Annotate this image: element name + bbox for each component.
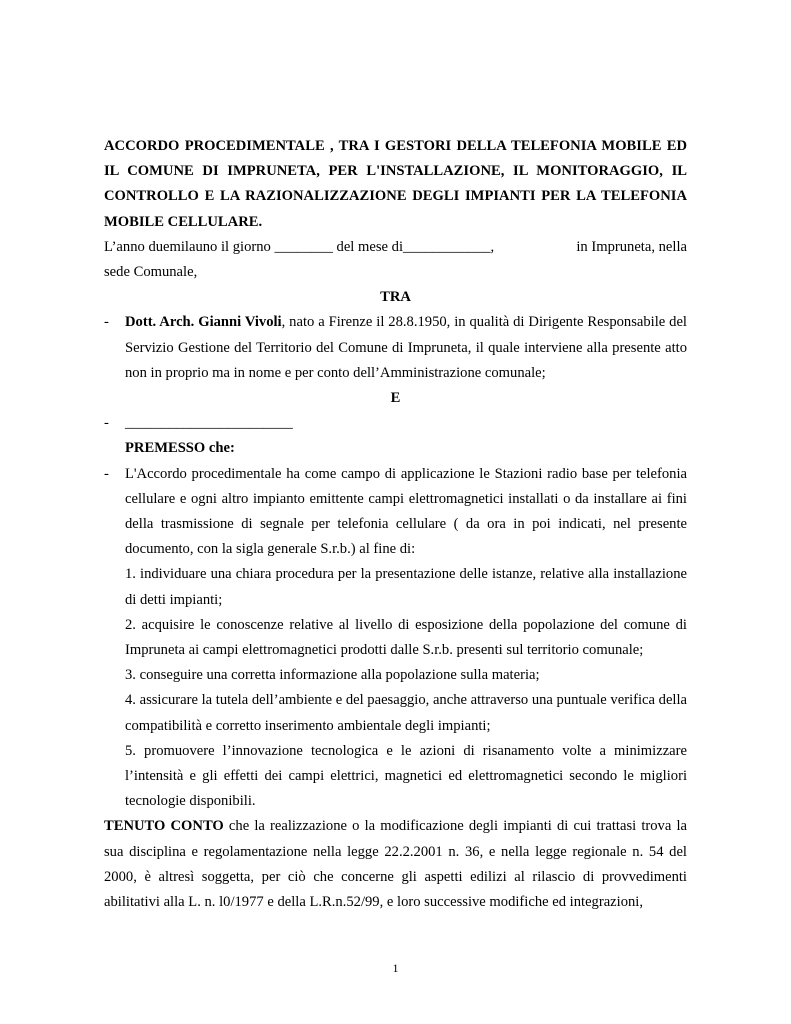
aim-item-4: 4. assicurare la tutela dell’ambiente e del paesaggio, anche attraverso una puntuale verifica della compatibilità e corretto inserimento ambientale degli impianti;	[125, 692, 688, 734]
title-line-3: CONTROLLO E LA RAZIONALIZZAZIONE DEGLI IMPIANTI PER LA TELEFONIA	[104, 188, 687, 205]
intro-date-text: L’anno duemilauno il giorno ________ del mese di____________,	[104, 238, 495, 255]
party-2-dash: -	[104, 415, 109, 432]
party-1-name: Dott. Arch. Gianni Vivoli	[125, 314, 282, 331]
tra-heading: TRA	[380, 289, 411, 306]
party-1-item	[104, 310, 687, 386]
intro-line-2: sede Comunale,	[104, 264, 198, 281]
premesso-dash: -	[104, 465, 109, 482]
title-line-2: IL COMUNE DI IMPRUNETA, PER L'INSTALLAZIONE, IL MONITORAGGIO, IL	[104, 163, 687, 180]
page-number: 1	[392, 961, 399, 975]
premesso-heading: PREMESSO che:	[125, 440, 235, 457]
party-1-dash: -	[104, 314, 109, 331]
aim-item-2: 2. acquisire le conoscenze relative al livello di esposizione della popolazione del comune di Impruneta ai campi elettromagnetici prodotti dalle S.r.b. presenti sul territorio comunale;	[125, 616, 687, 659]
document-body	[104, 134, 687, 915]
intro-place-text: in Impruneta, nella	[576, 238, 687, 255]
tenuto-conto-lead: TENUTO CONTO	[104, 818, 224, 835]
aim-item-3: 3. conseguire una corretta informazione alla popolazione sulla materia;	[125, 667, 540, 684]
party-2-item	[104, 411, 687, 436]
e-heading: E	[390, 390, 401, 407]
premesso-text: L'Accordo procedimentale ha come campo di applicazione le Stazioni radio base per telefonia cellulare e ogni altro impianto emittente campi elettromagnetici installati o da installare ai fini della trasmissione di segnale per telefonia cellulare ( da ora in poi indicati, nel presente documento, con la sigla generale S.r.b.) al fine di:	[125, 465, 687, 558]
title-line-1: ACCORDO PROCEDIMENTALE , TRA I GESTORI DELLA TELEFONIA MOBILE ED	[104, 138, 687, 154]
aim-item-5: 5. promuovere l’innovazione tecnologica e le azioni di risanamento volte a minimizzare l’intensità e gli effetti dei campi elettrici, magnetici ed elettromagnetici secondo le migliori tecnologie disponibili.	[125, 742, 687, 810]
party-2-blank: _______________________	[125, 415, 293, 432]
aim-item-1: 1. individuare una chiara procedura per la presentazione delle istanze, relative alla installazione di detti impianti;	[125, 566, 687, 608]
tenuto-conto-text: che la realizzazione o la modificazione degli impianti di cui trattasi trova la sua disciplina e regolamentazione nella legge 22.2.2001 n. 36, e nella legge regionale n. 54 del 2000, è altresì soggetta, per ciò che concerne gli aspetti edilizi al rilascio di provvedimenti abilitativi alla L. n. l0/1977 e della L.R.n.52/99, e loro successive modifiche ed integrazioni,	[104, 818, 687, 911]
intro-line-1	[104, 235, 687, 260]
tenuto-conto-paragraph	[104, 814, 687, 915]
premesso-item	[104, 462, 687, 563]
title-line-4: MOBILE CELLULARE.	[104, 213, 263, 230]
party-1-text: , nato a Firenze il 28.8.1950, in qualità di Dirigente Responsabile del Servizio Gestione del Territorio del Comune di Impruneta, il quale interviene alla presente atto non in proprio ma in nome e per conto dell’Amministrazione comunale;	[125, 314, 687, 381]
